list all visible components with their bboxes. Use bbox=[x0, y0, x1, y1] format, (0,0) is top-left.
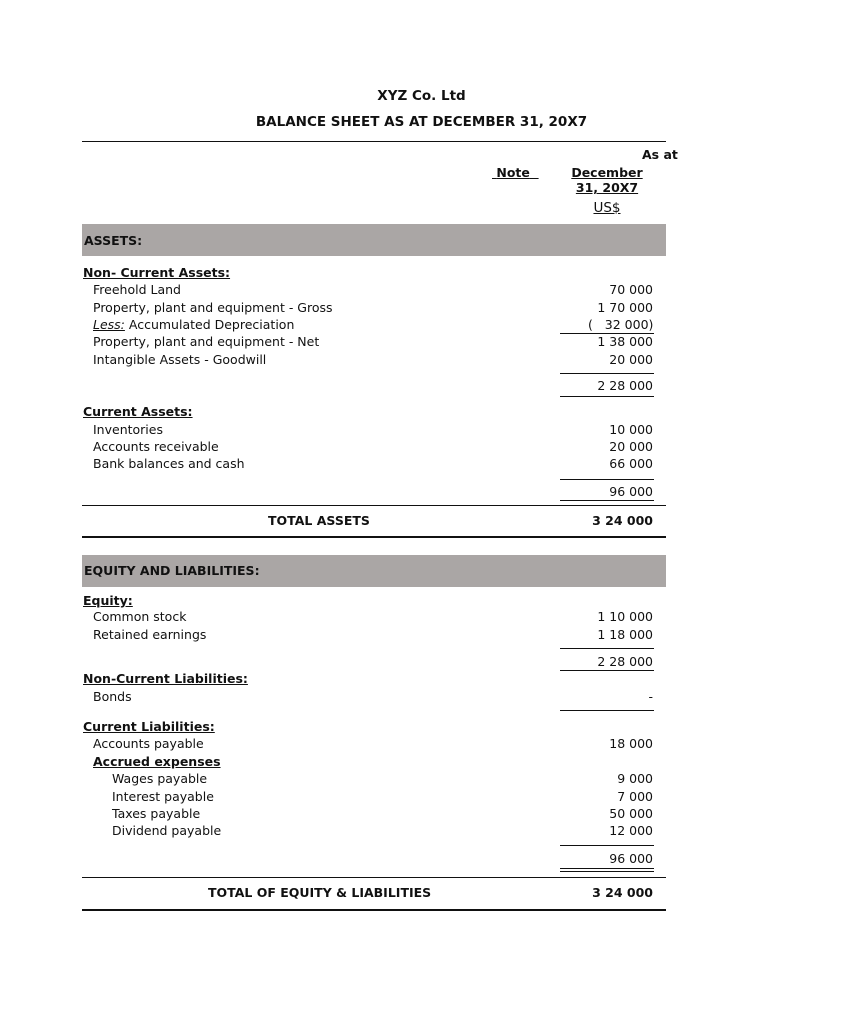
row-label-ppe-net: Property, plant and equipment - Net bbox=[93, 334, 320, 349]
row-label-inventories: Inventories bbox=[93, 422, 163, 437]
rule-total-assets-top bbox=[82, 505, 666, 506]
row-value-bank-cash: 66 000 bbox=[609, 456, 653, 471]
row-label-accounts-receivable: Accounts receivable bbox=[93, 439, 219, 454]
accrued-expenses-heading: Accrued expenses bbox=[93, 754, 221, 769]
equity-heading: Equity: bbox=[83, 593, 133, 608]
total-equity-liabilities-value: 3 24 000 bbox=[592, 885, 653, 900]
rule-cl-subtotal-bottom-2 bbox=[560, 871, 654, 872]
as-at-label: As at bbox=[642, 147, 678, 162]
equity-subtotal-value: 2 28 000 bbox=[597, 654, 653, 669]
row-label-bank-cash: Bank balances and cash bbox=[93, 456, 245, 471]
current-assets-heading: Current Assets: bbox=[83, 404, 193, 419]
row-label-bonds: Bonds bbox=[93, 689, 132, 704]
rule-cl-subtotal-top bbox=[560, 845, 654, 846]
ca-subtotal-value: 96 000 bbox=[609, 484, 653, 499]
row-label-taxes-payable: Taxes payable bbox=[112, 806, 201, 821]
row-label-dividend-payable: Dividend payable bbox=[112, 823, 222, 838]
date-header-line1: December bbox=[571, 165, 643, 180]
row-value-freehold-land: 70 000 bbox=[609, 282, 653, 297]
date-header-line2: 31, 20X7 bbox=[575, 180, 639, 195]
cl-subtotal-value: 96 000 bbox=[609, 851, 653, 866]
row-value-accumulated-depreciation: ( 32 000) bbox=[588, 317, 654, 332]
row-label-wages-payable: Wages payable bbox=[112, 771, 208, 786]
non-current-assets-heading: Non- Current Assets: bbox=[83, 265, 231, 280]
rule-nca-subtotal-top bbox=[560, 373, 654, 374]
header-top-rule bbox=[82, 141, 666, 142]
currency-label: US$ bbox=[593, 200, 621, 216]
row-value-inventories: 10 000 bbox=[609, 422, 653, 437]
row-label-freehold-land: Freehold Land bbox=[93, 282, 181, 297]
company-name: XYZ Co. Ltd bbox=[377, 88, 466, 104]
non-current-liabilities-heading: Non-Current Liabilities: bbox=[83, 671, 248, 686]
row-label-goodwill: Intangible Assets - Goodwill bbox=[93, 352, 267, 367]
row-value-bonds: - bbox=[648, 689, 653, 704]
row-label-interest-payable: Interest payable bbox=[112, 789, 214, 804]
rule-total-el-bottom bbox=[82, 909, 666, 911]
nca-subtotal-value: 2 28 000 bbox=[597, 378, 653, 393]
rule-ca-subtotal-top bbox=[560, 479, 654, 480]
assets-heading: ASSETS: bbox=[84, 233, 143, 248]
assets-section-band bbox=[82, 224, 666, 256]
row-value-accounts-payable: 18 000 bbox=[609, 736, 653, 751]
rule-equity-subtotal-bottom bbox=[560, 670, 654, 671]
row-value-dividend-payable: 12 000 bbox=[609, 823, 653, 838]
row-label-accumulated-depreciation: Less: Accumulated Depreciation bbox=[93, 317, 295, 332]
rule-equity-subtotal-top bbox=[560, 648, 654, 649]
row-value-ppe-gross: 1 70 000 bbox=[597, 300, 653, 315]
row-label-ppe-gross: Property, plant and equipment - Gross bbox=[93, 300, 333, 315]
current-liabilities-heading: Current Liabilities: bbox=[83, 719, 215, 734]
row-value-goodwill: 20 000 bbox=[609, 352, 653, 367]
row-value-wages-payable: 9 000 bbox=[617, 771, 653, 786]
row-value-taxes-payable: 50 000 bbox=[609, 806, 653, 821]
report-title: BALANCE SHEET AS AT DECEMBER 31, 20X7 bbox=[255, 114, 588, 130]
row-label-accounts-payable: Accounts payable bbox=[93, 736, 204, 751]
row-value-accounts-receivable: 20 000 bbox=[609, 439, 653, 454]
row-value-ppe-net: 1 38 000 bbox=[597, 334, 653, 349]
rule-cl-subtotal-bottom-1 bbox=[560, 868, 654, 869]
total-assets-label: TOTAL ASSETS bbox=[268, 513, 370, 528]
rule-nca-subtotal-bottom bbox=[560, 396, 654, 397]
row-label-common-stock: Common stock bbox=[93, 609, 187, 624]
row-label-retained-earnings: Retained earnings bbox=[93, 627, 207, 642]
total-equity-liabilities-label: TOTAL OF EQUITY & LIABILITIES bbox=[208, 885, 432, 900]
rule-ca-subtotal-bottom bbox=[560, 500, 654, 501]
rule-total-assets-bottom bbox=[82, 536, 666, 538]
equity-liabilities-heading: EQUITY AND LIABILITIES: bbox=[84, 563, 260, 578]
row-value-interest-payable: 7 000 bbox=[617, 789, 653, 804]
rule-total-el-top bbox=[82, 877, 666, 878]
rule-ncl-bottom bbox=[560, 710, 654, 711]
note-column-header: Note bbox=[496, 165, 530, 180]
total-assets-value: 3 24 000 bbox=[592, 513, 653, 528]
row-value-common-stock: 1 10 000 bbox=[597, 609, 653, 624]
row-value-retained-earnings: 1 18 000 bbox=[597, 627, 653, 642]
as-at-label-clip bbox=[640, 147, 678, 165]
